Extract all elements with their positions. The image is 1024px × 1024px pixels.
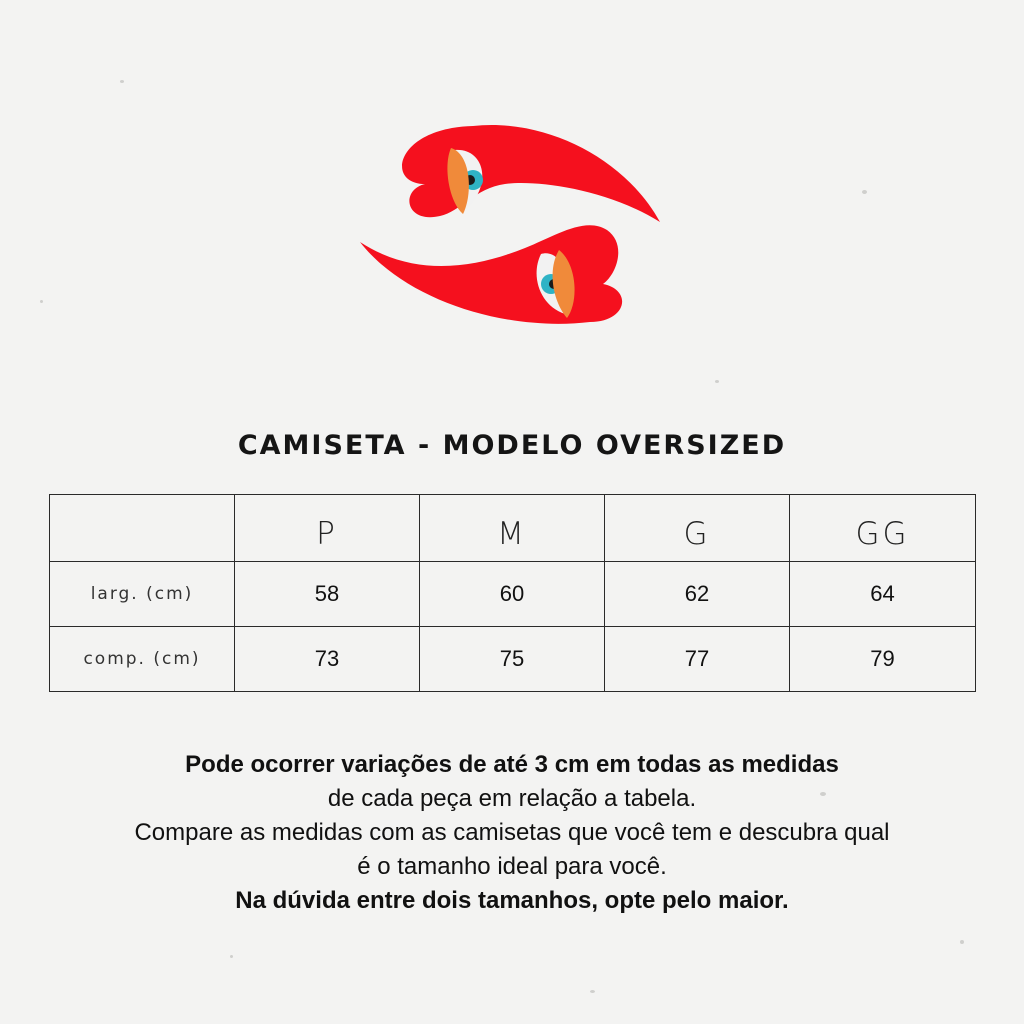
cell-value: 75 (499, 646, 525, 671)
paper-speck (590, 990, 595, 993)
note-line: é o tamanho ideal para você. (357, 853, 667, 880)
cell-value: 60 (499, 581, 525, 606)
cell-value: 58 (314, 581, 340, 606)
paper-speck (862, 190, 867, 194)
table-cell (235, 627, 420, 692)
note-line: Compare as medidas com as camisetas que você tem e descubra qual (134, 819, 890, 846)
row-label-cell (50, 627, 235, 692)
table-row (50, 627, 976, 692)
table-header-row (50, 495, 976, 562)
table-cell (605, 562, 790, 627)
notes-block (0, 748, 1024, 918)
paper-speck (230, 955, 233, 958)
header-cell (235, 495, 420, 562)
size-label: P (316, 516, 338, 552)
row-label: comp. (cm) (83, 649, 201, 669)
table-corner-cell (50, 495, 235, 562)
paper-speck (40, 300, 43, 303)
table-cell (605, 627, 790, 692)
header-cell (790, 495, 976, 562)
size-label: G (683, 516, 711, 552)
table-cell (790, 627, 976, 692)
page-title: CAMISETA - MODELO OVERSIZED (237, 430, 787, 461)
cell-value: 79 (870, 646, 895, 671)
size-label: M (497, 516, 527, 552)
table-cell (790, 562, 976, 627)
table-cell (235, 562, 420, 627)
header-cell (420, 495, 605, 562)
row-label-cell (50, 562, 235, 627)
size-table (49, 494, 976, 692)
upper-fish-body (402, 125, 660, 222)
table-row (50, 562, 976, 627)
note-line: Pode ocorrer variações de até 3 cm em todas as medidas (185, 751, 839, 778)
table-cell (420, 627, 605, 692)
paper-speck (960, 940, 964, 944)
size-label: GG (855, 516, 910, 552)
table-cell (420, 562, 605, 627)
cell-value: 62 (684, 581, 710, 606)
paper-speck (120, 80, 124, 83)
paper-speck (715, 380, 719, 383)
cell-value: 77 (684, 646, 710, 671)
row-label: larg. (cm) (90, 584, 194, 604)
note-line: Na dúvida entre dois tamanhos, opte pelo maior. (235, 887, 789, 914)
lower-fish-body (360, 225, 622, 324)
cell-value: 64 (870, 581, 895, 606)
pisces-logo-icon (355, 118, 665, 328)
cell-value: 73 (314, 646, 340, 671)
header-cell (605, 495, 790, 562)
note-line: de cada peça em relação a tabela. (327, 785, 697, 812)
